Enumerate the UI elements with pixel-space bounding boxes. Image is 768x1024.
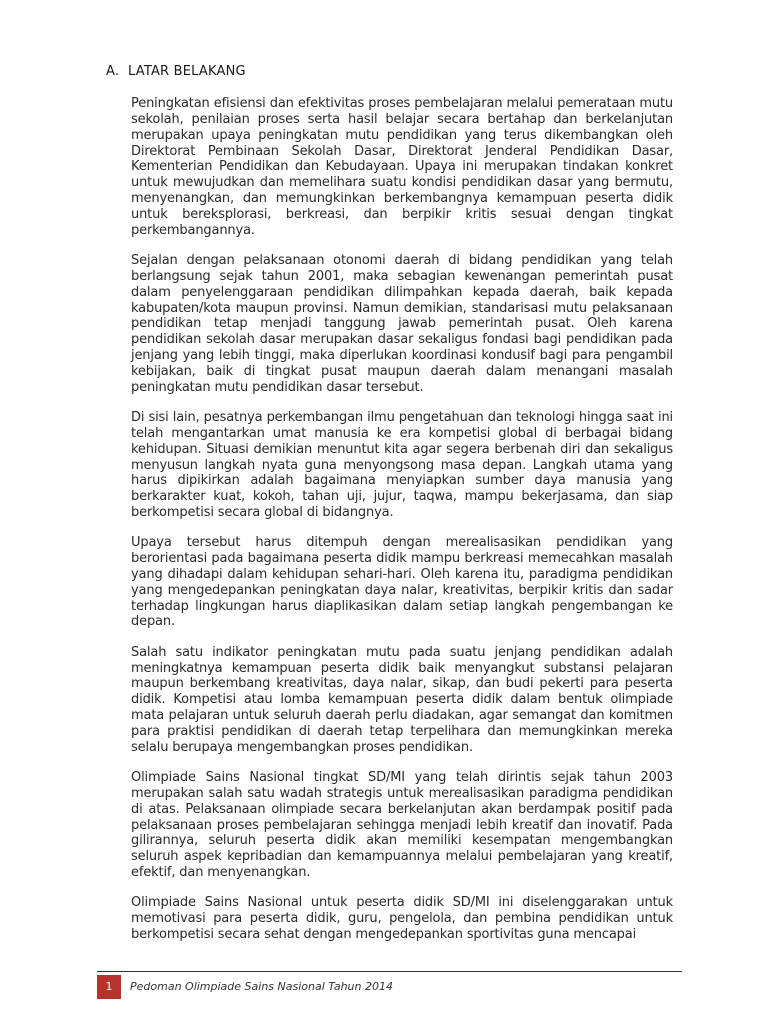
paragraph-5: Salah satu indikator peningkatan mutu pada suatu jenjang pendidikan adalah meningkatnya kemampuan peserta didik baik menyangkut substansi pelajaran maupun berkembang kreativitas, daya nalar, sikap, dan budi pekerti para peserta didik. Kompetisi atau lomba kemampuan peserta didik dalam bentuk olimpiade mata pelajaran untuk seluruh daerah perlu diadakan, agar semangat dan komitmen para praktisi pendidikan di daerah tetap terpelihara dan memungkinkan mereka selalu berupaya mengembangkan proses pendidikan. [131,644,673,755]
section-number: A. [106,64,120,79]
footer-divider [97,971,682,972]
paragraph-6: Olimpiade Sains Nasional tingkat SD/MI yang telah dirintis sejak tahun 2003 merupakan salah satu wadah strategis untuk merealisasikan paradigma pendidikan di atas. Pelaksanaan olimpiade secara berkelanjutan akan berdampak positif pada pelaksanaan proses pembelajaran sehingga menjadi lebih kreatif dan inovatif. Pada gilirannya, seluruh peserta didik akan memiliki kesempatan mengembangkan seluruh aspek kepribadian dan kemampuannya melalui pembelajaran yang kreatif, efektif, dan menyenangkan. [131,770,673,881]
paragraph-4: Upaya tersebut harus ditempuh dengan merealisasikan pendidikan yang berorientasi pada bagaimana peserta didik mampu berkreasi memecahkan masalah yang dihadapi dalam kehidupan sehari-hari. Oleh karena itu, paradigma pendidikan yang mengedepankan peningkatan daya nalar, kreativitas, berpikir kritis dan sadar terhadap lingkungan harus diaplikasikan dalam setiap langkah pengembangan ke depan. [131,535,673,630]
paragraph-3: Di sisi lain, pesatnya perkembangan ilmu pengetahuan dan teknologi hingga saat ini telah mengantarkan umat manusia ke era kompetisi global di berbagai bidang kehidupan. Situasi demikian menuntut kita agar segera berbenah diri dan sekaligus menyusun langkah nyata guna menyongsong masa depan. Langkah utama yang harus dipikirkan adalah bagaimana menyiapkan sumber daya manusia yang berkarakter kuat, kokoh, tahan uji, jujur, taqwa, mampu bekerjasama, dan siap berkompetisi secara global di bidangnya. [131,409,673,521]
section-title: LATAR BELAKANG [128,64,246,79]
page-number-badge: 1 [97,975,121,999]
paragraph-1: Peningkatan efisiensi dan efektivitas proses pembelajaran melalui pemerataan mutu sekolah, penilaian proses serta hasil belajar secara bertahap dan berkelanjutan merupakan upaya peningkatan mutu pendidikan yang terus dikembangkan oleh Direktorat Pembinaan Sekolah Dasar, Direktorat Jenderal Pendidikan Dasar, Kementerian Pendidikan dan Kebudayaan. Upaya ini merupakan tindakan konkret untuk mewujudkan dan memelihara suatu kondisi pendidikan dasar yang bermutu, menyenangkan, dan memungkinkan berkembangnya kemampuan peserta didik untuk bereksplorasi, berkreasi, dan berpikir kritis sesuai dengan tingkat perkembangannya. [131,96,673,238]
body-text [131,96,673,957]
section-heading [106,64,246,79]
footer-title: Pedoman Olimpiade Sains Nasional Tahun 2014 [130,980,393,993]
paragraph-2: Sejalan dengan pelaksanaan otonomi daerah di bidang pendidikan yang telah berlangsung sejak tahun 2001, maka sebagian kewenangan pemerintah pusat dalam penyelenggaraan pendidikan dilimpahkan kepada daerah, baik kepada kabupaten/kota maupun provinsi. Namun demikian, standarisasi mutu pelaksanaan pendidikan tetap menjadi tanggung jawab pemerintah pusat. Oleh karena pendidikan sekolah dasar merupakan dasar sekaligus fondasi bagi pendidikan pada jenjang yang lebih tinggi, maka diperlukan koordinasi kondusif bagi para pengambil kebijakan, baik di tingkat pusat maupun daerah dalam menangani masalah peningkatan mutu pendidikan dasar tersebut. [131,252,673,395]
paragraph-7: Olimpiade Sains Nasional untuk peserta didik SD/MI ini diselenggarakan untuk memotivasi para peserta didik, guru, pengelola, dan pembina pendidikan untuk berkompetisi secara sehat dengan mengedepankan sportivitas guna mencapai [131,895,673,942]
